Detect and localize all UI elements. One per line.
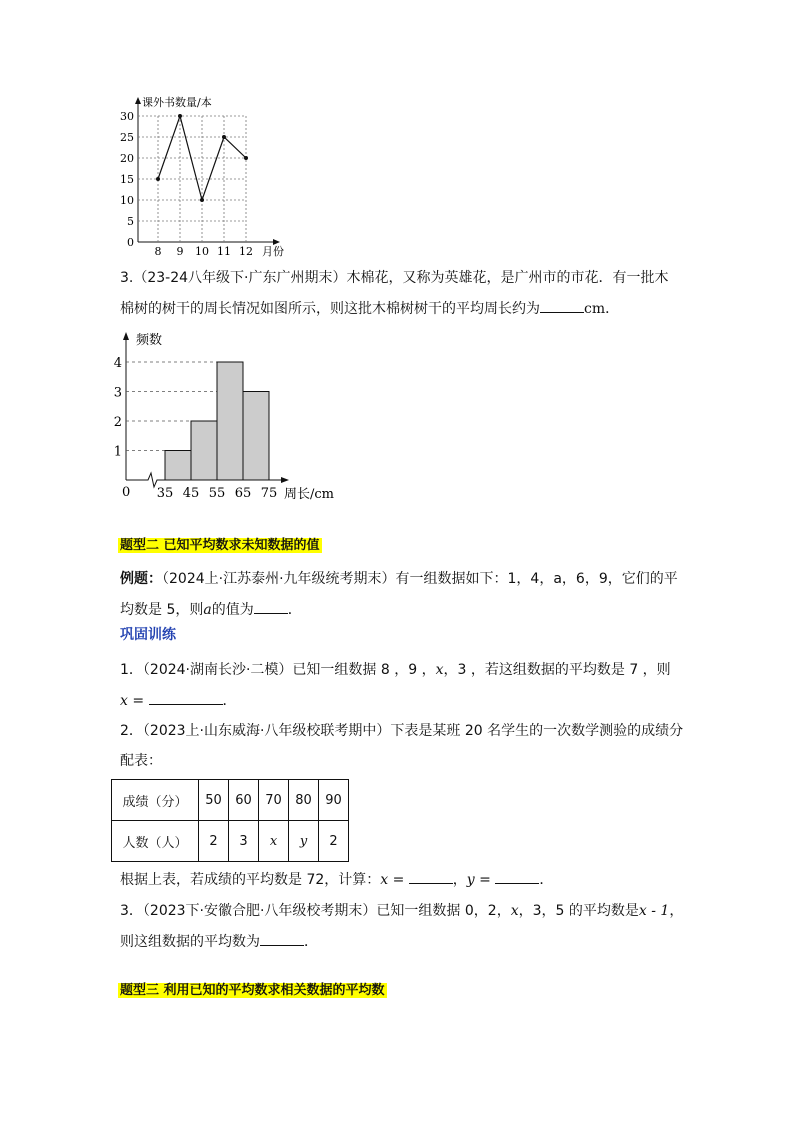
p3-text-1: 3．（2023下·安徽合肥·八年级校考期末）已知一组数据 0，2， (120, 903, 511, 919)
x-tick-label: 45 (182, 486, 200, 501)
example-line2 (120, 599, 302, 620)
p1-line2 (120, 690, 237, 711)
p2-sep: ， (452, 872, 467, 888)
x-tick-label: 10 (195, 245, 209, 258)
data-point (200, 198, 204, 202)
y-tick-label: 5 (127, 215, 134, 228)
table-cell: x (259, 821, 289, 862)
table-cell: 2 (199, 821, 229, 862)
y-tick-label: 20 (120, 152, 134, 165)
x-tick-label: 65 (234, 486, 252, 501)
p3-end: ． (304, 934, 318, 950)
table-cell: 成绩（分） (112, 780, 199, 821)
hist-x-axis-arrow (281, 477, 289, 483)
section3-title: 题型三 利用已知的平均数求相关数据的平均数 (120, 983, 385, 998)
x-tick-label: 9 (176, 245, 184, 258)
line-chart (110, 92, 310, 262)
example-text-2b: 的值为 (211, 602, 254, 618)
table-cell: 80 (289, 780, 319, 821)
p3-text-1b: ，3，5 的平均数是 (518, 903, 639, 919)
q3-text-1: 木棉花，又称为英雄花，是广州市的市花．有一批木 (346, 270, 669, 286)
q3-line1 (120, 268, 669, 288)
y-axis-arrow (135, 97, 141, 104)
p3-var-x: x (510, 903, 519, 919)
p2-end: ． (539, 872, 554, 888)
p3-line1 (120, 901, 683, 921)
p3-answer-blank[interactable] (260, 931, 304, 946)
p1-text-1: 1．（2024·湖南长沙·二模）已知一组数据 8 ，9 ， (120, 662, 436, 678)
data-point (156, 177, 160, 181)
data-point (244, 156, 248, 160)
practice-title: 巩固训练 (120, 627, 176, 643)
histogram (112, 326, 362, 506)
p2-x-eq: x = (380, 872, 409, 888)
x-tick-label: 11 (217, 245, 231, 258)
p2-text-1: 2．（2023上·山东威海·八年级校联考期中）下表是某班 20 名学生的一次数学测验的成绩分 (120, 723, 684, 739)
section2-title: 题型二 已知平均数求未知数据的值 (120, 538, 320, 553)
x-tick-label: 75 (260, 486, 278, 501)
q3-answer-blank[interactable] (540, 298, 584, 313)
table-cell: y (289, 821, 319, 862)
y-tick-label: 3 (113, 385, 122, 401)
p2-y-blank[interactable] (495, 869, 539, 884)
example-answer-blank[interactable] (254, 599, 288, 614)
section3-title-row (118, 980, 387, 1001)
p1-line1 (120, 660, 671, 680)
x-tick-label: 55 (208, 486, 226, 501)
p3-expr: x - 1 (638, 903, 670, 919)
line-chart-xlabel: 月份 (262, 245, 284, 258)
histogram-bar (217, 362, 243, 480)
y-tick-label: 10 (120, 194, 134, 207)
q3-line2 (120, 298, 619, 319)
p2-line2 (120, 751, 162, 771)
hist-ylabel: 频数 (136, 333, 163, 348)
practice-title-row (120, 625, 176, 645)
p2-after (120, 869, 553, 890)
histogram-bar (191, 421, 217, 480)
q3-number: 3. (120, 270, 134, 286)
q3-source: （23-24八年级下·广东广州期末） (133, 270, 347, 286)
p1-answer-blank[interactable] (149, 690, 223, 705)
table-cell: 50 (199, 780, 229, 821)
line-chart-ticks (120, 110, 253, 258)
q3-text-2: 棉树的树干的周长情况如图所示，则这批木棉树树干的平均周长约为 (120, 301, 540, 317)
table-cell: 60 (229, 780, 259, 821)
histogram-bar (243, 392, 269, 481)
line-chart-grid (138, 116, 246, 242)
section2-title-row (118, 535, 322, 556)
p3-text-1c: ， (669, 903, 684, 919)
y-tick-label: 15 (120, 173, 134, 186)
y-tick-label: 2 (113, 415, 122, 430)
table-row (112, 780, 349, 821)
p1-x-eq: x = (120, 693, 149, 709)
p1-end: ． (222, 693, 237, 709)
example-text-1: （2024上·江苏泰州·九年级统考期末）有一组数据如下：1，4，a，6，9，它们的平 (162, 571, 678, 587)
table-cell: 人数（人） (112, 821, 199, 862)
y-tick-label: 30 (120, 110, 134, 123)
p2-x-blank[interactable] (409, 869, 453, 884)
example-line1 (120, 569, 678, 589)
hist-xlabel: 周长/cm (284, 487, 334, 502)
table-cell: 2 (319, 821, 349, 862)
example-var-a: a (203, 602, 212, 618)
data-point (178, 114, 182, 118)
data-point (222, 135, 226, 139)
table-cell: 70 (259, 780, 289, 821)
p3-text-2: 则这组数据的平均数为 (120, 934, 260, 950)
y-tick-label: 4 (113, 356, 122, 371)
p2-text-2: 配表： (120, 753, 162, 769)
hist-y-axis-arrow (123, 332, 129, 340)
p1-var-x: x (435, 662, 444, 678)
table-row (112, 821, 349, 862)
y-tick-label: 1 (113, 444, 122, 460)
table-cell: 90 (319, 780, 349, 821)
y-tick-label: 25 (120, 131, 134, 144)
score-table (111, 779, 349, 862)
histogram-bar (165, 451, 191, 481)
x-tick-label: 12 (239, 245, 253, 258)
p1-text-1b: ，3 ，若这组数据的平均数是 7 ，则 (443, 662, 671, 678)
example-end: ． (287, 602, 302, 618)
p2-line1 (120, 721, 683, 741)
example-label: 例题： (120, 571, 162, 587)
y-tick-label: 0 (127, 236, 134, 249)
p2-after-text: 根据上表，若成绩的平均数是 72，计算： (120, 872, 381, 888)
x-tick-label: 8 (154, 245, 162, 258)
q3-unit: cm (584, 301, 606, 317)
example-text-2a: 均数是 5，则 (120, 602, 204, 618)
x-tick-label: 35 (156, 486, 174, 501)
hist-origin: 0 (122, 485, 131, 500)
p3-line2 (120, 931, 318, 952)
line-chart-ylabel: 课外书数量/本 (142, 96, 212, 109)
table-cell: 3 (229, 821, 259, 862)
q3-end: ． (605, 301, 620, 317)
p2-y-eq: y = (466, 872, 496, 888)
